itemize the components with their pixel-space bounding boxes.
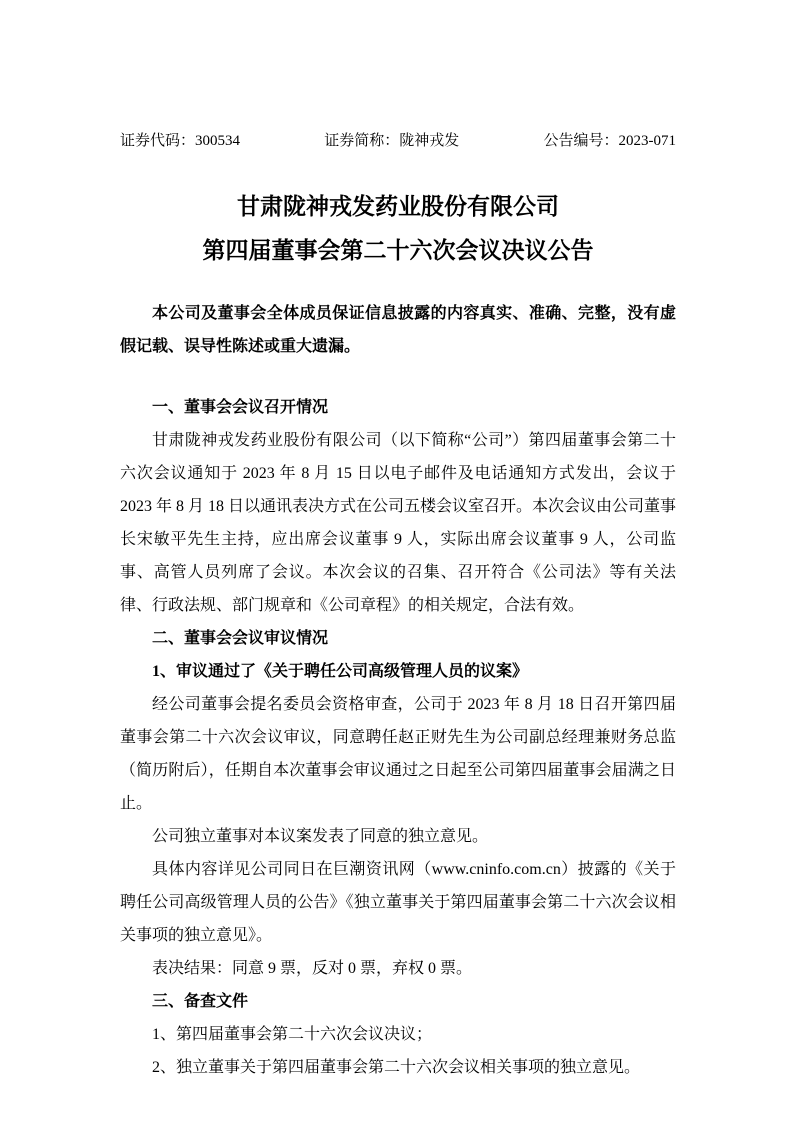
section-3-item-2: 2、独立董事关于第四届董事会第二十六次会议相关事项的独立意见。 (152, 1059, 641, 1076)
section-2-paragraph-2: 公司独立董事对本议案发表了同意的独立意见。 (152, 828, 489, 845)
document-title (120, 185, 676, 273)
section-1-heading: 一、董事会会议召开情况 (152, 399, 329, 416)
document-body (120, 391, 676, 1084)
stock-short-name: 证券简称：陇神戎发 (324, 133, 460, 149)
section-2-paragraph-1: 经公司董事会提名委员会资格审查，公司于 2023 年 8 月 18 日召开第四届董事会第二十六次会议审议，同意聘任赵正财先生为公司副总经理兼财务总监（简历附后），任期自本次董事会审议通过之日起至公司第四届董事会届满之日止。 (120, 696, 676, 812)
company-name-title: 甘肃陇神戎发药业股份有限公司 (237, 194, 559, 219)
section-2-heading: 二、董事会会议审议情况 (152, 630, 329, 647)
disclaimer-statement: 本公司及董事会全体成员保证信息披露的内容真实、准确、完整，没有虚假记载、误导性陈述或重大遗漏。 (120, 305, 676, 355)
section-3-item-1: 1、第四届董事会第二十六次会议决议； (152, 1026, 433, 1043)
section-2-paragraph-3: 具体内容详见公司同日在巨潮资讯网（www.cninfo.com.cn）披露的《关于聘任公司高级管理人员的公告》《独立董事关于第四届董事会第二十六次会议相关事项的独立意见》。 (120, 861, 676, 944)
section-2-vote-result: 表决结果：同意 9 票，反对 0 票，弃权 0 票。 (152, 960, 473, 977)
section-2-item-heading: 1、审议通过了《关于聘任公司高级管理人员的议案》 (152, 663, 529, 680)
section-1-paragraph: 甘肃陇神戎发药业股份有限公司（以下简称“公司”）第四届董事会第二十六次会议通知于 2023 年 8 月 15 日以电子邮件及电话通知方式发出，会议于 2023 年 8 月 18 日以通讯表决方式在公司五楼会议室召开。本次会议由公司董事长宋敏平先生主持，应出席会议董事 9 人，实际出席会议董事 9 人，公司监事、高管人员列席了会议。本次会议的召集、召开符合《公司法》等有关法律、行政法规、部门规章和《公司章程》的相关规定，合法有效。 (120, 432, 677, 614)
section-3-heading: 三、备查文件 (152, 993, 249, 1010)
resolution-title: 第四届董事会第二十六次会议决议公告 (202, 238, 594, 263)
stock-code: 证券代码：300534 (120, 133, 241, 149)
document-header (120, 131, 676, 151)
announcement-number: 公告编号：2023-071 (543, 133, 676, 149)
